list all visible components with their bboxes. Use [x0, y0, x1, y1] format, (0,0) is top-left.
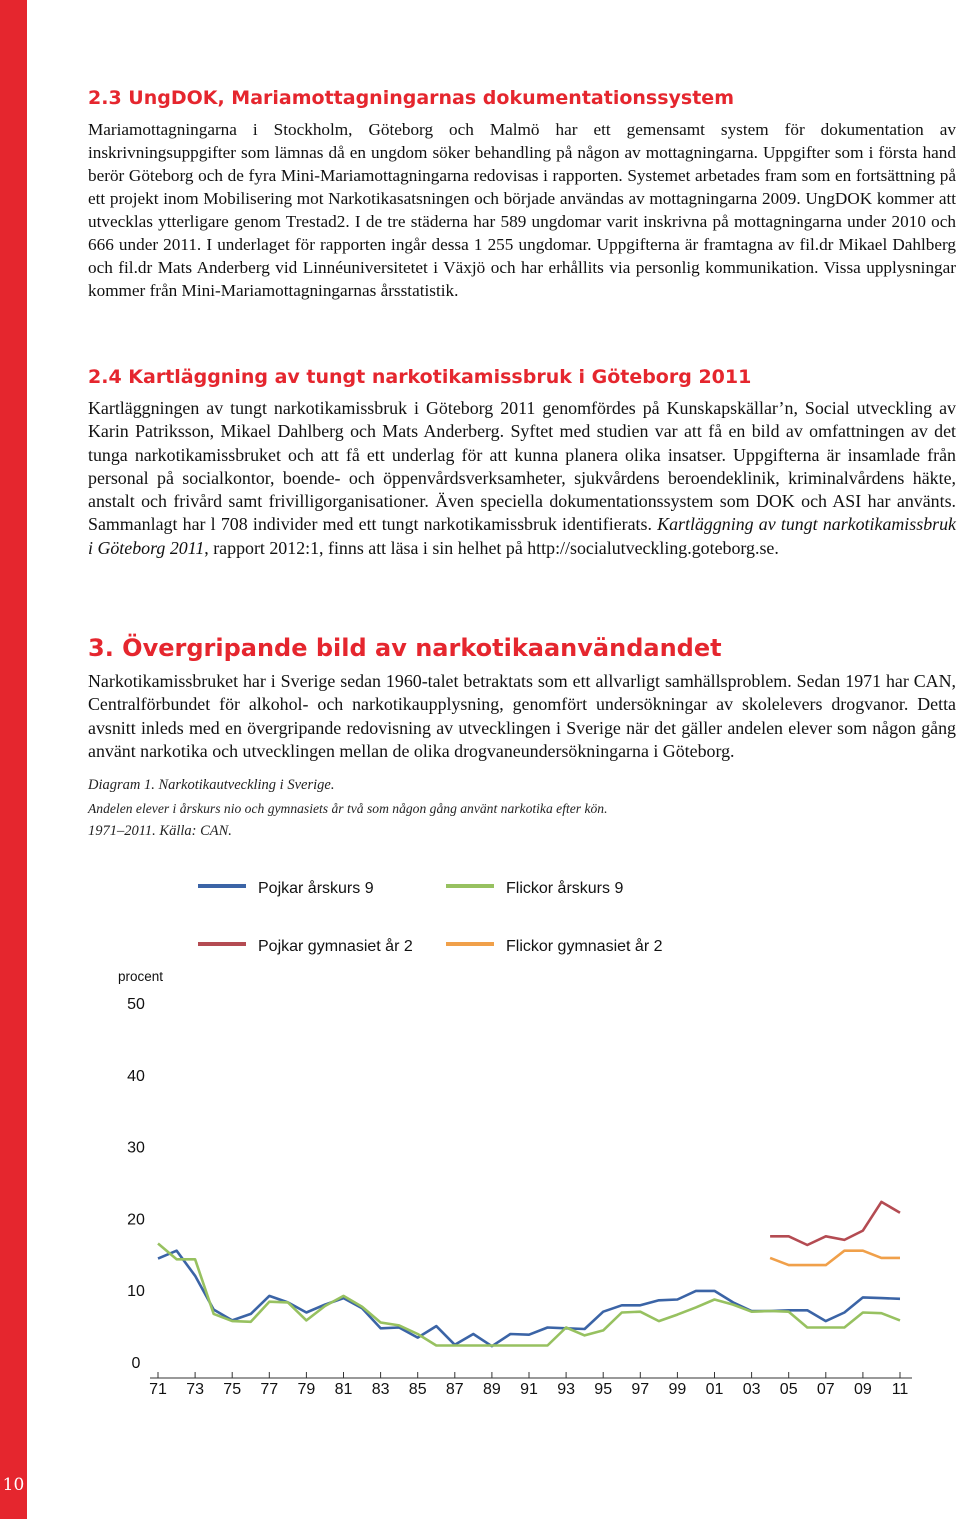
x-tick-label: 91: [520, 1381, 538, 1398]
x-tick-label: 73: [186, 1381, 204, 1398]
x-tick-label: 71: [149, 1381, 167, 1398]
y-tick-label: 20: [127, 1211, 145, 1229]
y-tick-label: 10: [127, 1283, 145, 1301]
x-tick-label: 87: [445, 1381, 464, 1398]
section-2-4-body-tail: , rapport 2012:1, finns att läsa i sin helhet på http://socialutveckling.goteborg.se.: [204, 537, 779, 558]
x-tick-label: 81: [334, 1381, 353, 1398]
section-2-3-body: Mariamottagningarna i Stockholm, Göteborg och Malmö har ett gemensamt system för dokumentation av inskrivningsuppgifter som lämnas då en ungdom söker behandling på någon av mottagningarna. Uppgifter som i första hand berör Göteborg och de fyra Mini-Mariamottagningarna redovisas i rapporten. Systemet arbetades fram som en fortsättning på ett projekt inom Mobilisering mot Narkotikasatsningen och började användas av mottagningarna 2009. UngDOK kommer att utvecklas ytterligare genom Trestad2. I de tre städerna har 589 ungdomar varit inskrivna på mottagningarna under 2010 och 666 under 2011. I underlaget för rapporten ingår dessa 1 255 ungdomar. Uppgifterna är framtagna av fil.dr Mikael Dahlberg och fil.dr Mats Anderberg vid Linnéuniversitetet i Växjö och har erhållits via personlig kommunikation. Vissa upplysningar kommer från Mini-Mariamottagningarnas årsstatistik.: [88, 120, 956, 300]
x-tick-label: 05: [779, 1381, 798, 1398]
section-2-3-heading: 2.3 UngDOK, Mariamottagningarnas dokumentationssystem: [88, 87, 734, 109]
section-3-heading: 3. Övergripande bild av narkotikaanvändandet: [88, 634, 722, 662]
x-tick-label: 97: [631, 1381, 650, 1398]
x-axis-ticks: [149, 1372, 908, 1398]
y-axis-label: procent: [118, 969, 164, 984]
section-3-body: Narkotikamissbruket har i Sverige sedan 1960-talet betraktats som ett allvarligt samhällsproblem. Sedan 1971 har CAN, Centralförbundet för alkohol- och narkotikaupplysning, genomfört undersökningar av skolelevers drogvanor. Detta avsnitt inleds med en övergripande redovisning av utvecklingen i Sverige när det gäller andelen elever som någon gång använt narkotika och utvecklingen mellan de olika drogvaneundersökningarna i Göteborg.: [88, 671, 956, 761]
x-tick-label: 83: [371, 1381, 390, 1398]
section-2-4-heading: 2.4 Kartläggning av tungt narkotikamissbruk i Göteborg 2011: [88, 366, 752, 388]
y-axis-ticks: [127, 996, 145, 1372]
y-tick-label: 40: [127, 1067, 145, 1085]
diagram-caption-description: Andelen elever i årskurs nio och gymnasiets år två som någon gång använt narkotika efter kön.: [88, 801, 608, 816]
x-tick-label: 93: [557, 1381, 575, 1398]
diagram-caption-title: Diagram 1. Narkotikautveckling i Sverige.: [88, 777, 335, 793]
series-line-pojkargy: [770, 1202, 900, 1245]
legend-label-flickor-gymnasiet-ar-2: Flickor gymnasiet år 2: [506, 938, 663, 955]
y-tick-label: 50: [127, 996, 145, 1013]
x-tick-label: 03: [742, 1381, 761, 1398]
chart-series: [158, 1202, 900, 1346]
diagram-caption-source: 1971–2011. Källa: CAN.: [88, 823, 232, 839]
x-tick-label: 77: [260, 1381, 279, 1398]
x-tick-label: 75: [223, 1381, 242, 1398]
report-title-italic: Kartläggning av tungt narkotikamissbruk i Göteborg 2011: [88, 514, 956, 558]
legend-label-pojkar-gymnasiet-ar-2: Pojkar gymnasiet år 2: [258, 938, 413, 955]
legend-label-pojkar-arskurs-9: Pojkar årskurs 9: [258, 880, 374, 897]
y-tick-label: 0: [131, 1355, 141, 1372]
series-line-flickorgy: [770, 1251, 900, 1265]
x-tick-label: 85: [408, 1381, 427, 1398]
x-tick-label: 79: [297, 1381, 316, 1398]
x-tick-label: 11: [891, 1381, 909, 1398]
chart-legend: [198, 879, 663, 955]
x-tick-label: 09: [854, 1381, 872, 1398]
x-tick-label: 99: [668, 1381, 687, 1398]
section-2-4-body-text: Kartläggningen av tungt narkotikamissbruk i Göteborg 2011 genomfördes på Kunskapskällar’n, Social utveckling av Karin Patriksson, Mikael Dahlberg och Mats Anderberg. Syftet med studien var att få en bild av omfattningen av det tunga narkotikamissbruket och att få ett underlag för att kunna planera olika insatser. Uppgifterna är insamlade från personal på socialkontor, boende- och öppenvårdsverksamheter, sjukvårdens beroendeklinik, kriminalvårdens häkte, anstalt och frivård samt frivilligorganisationer. Även speciella dokumentationssystem som DOK och ASI har använts. Sammanlagt har l 708 individer med ett tungt narkotikamissbruk identifierats.: [88, 398, 956, 535]
page-number: 10: [2, 1475, 25, 1495]
x-tick-label: 95: [594, 1381, 613, 1398]
series-line-flickor9: [158, 1244, 900, 1346]
x-tick-label: 89: [483, 1381, 501, 1398]
x-tick-label: 07: [816, 1381, 835, 1398]
x-tick-label: 01: [705, 1381, 724, 1398]
legend-label-flickor-arskurs-9: Flickor årskurs 9: [506, 880, 624, 897]
y-tick-label: 30: [127, 1139, 145, 1157]
